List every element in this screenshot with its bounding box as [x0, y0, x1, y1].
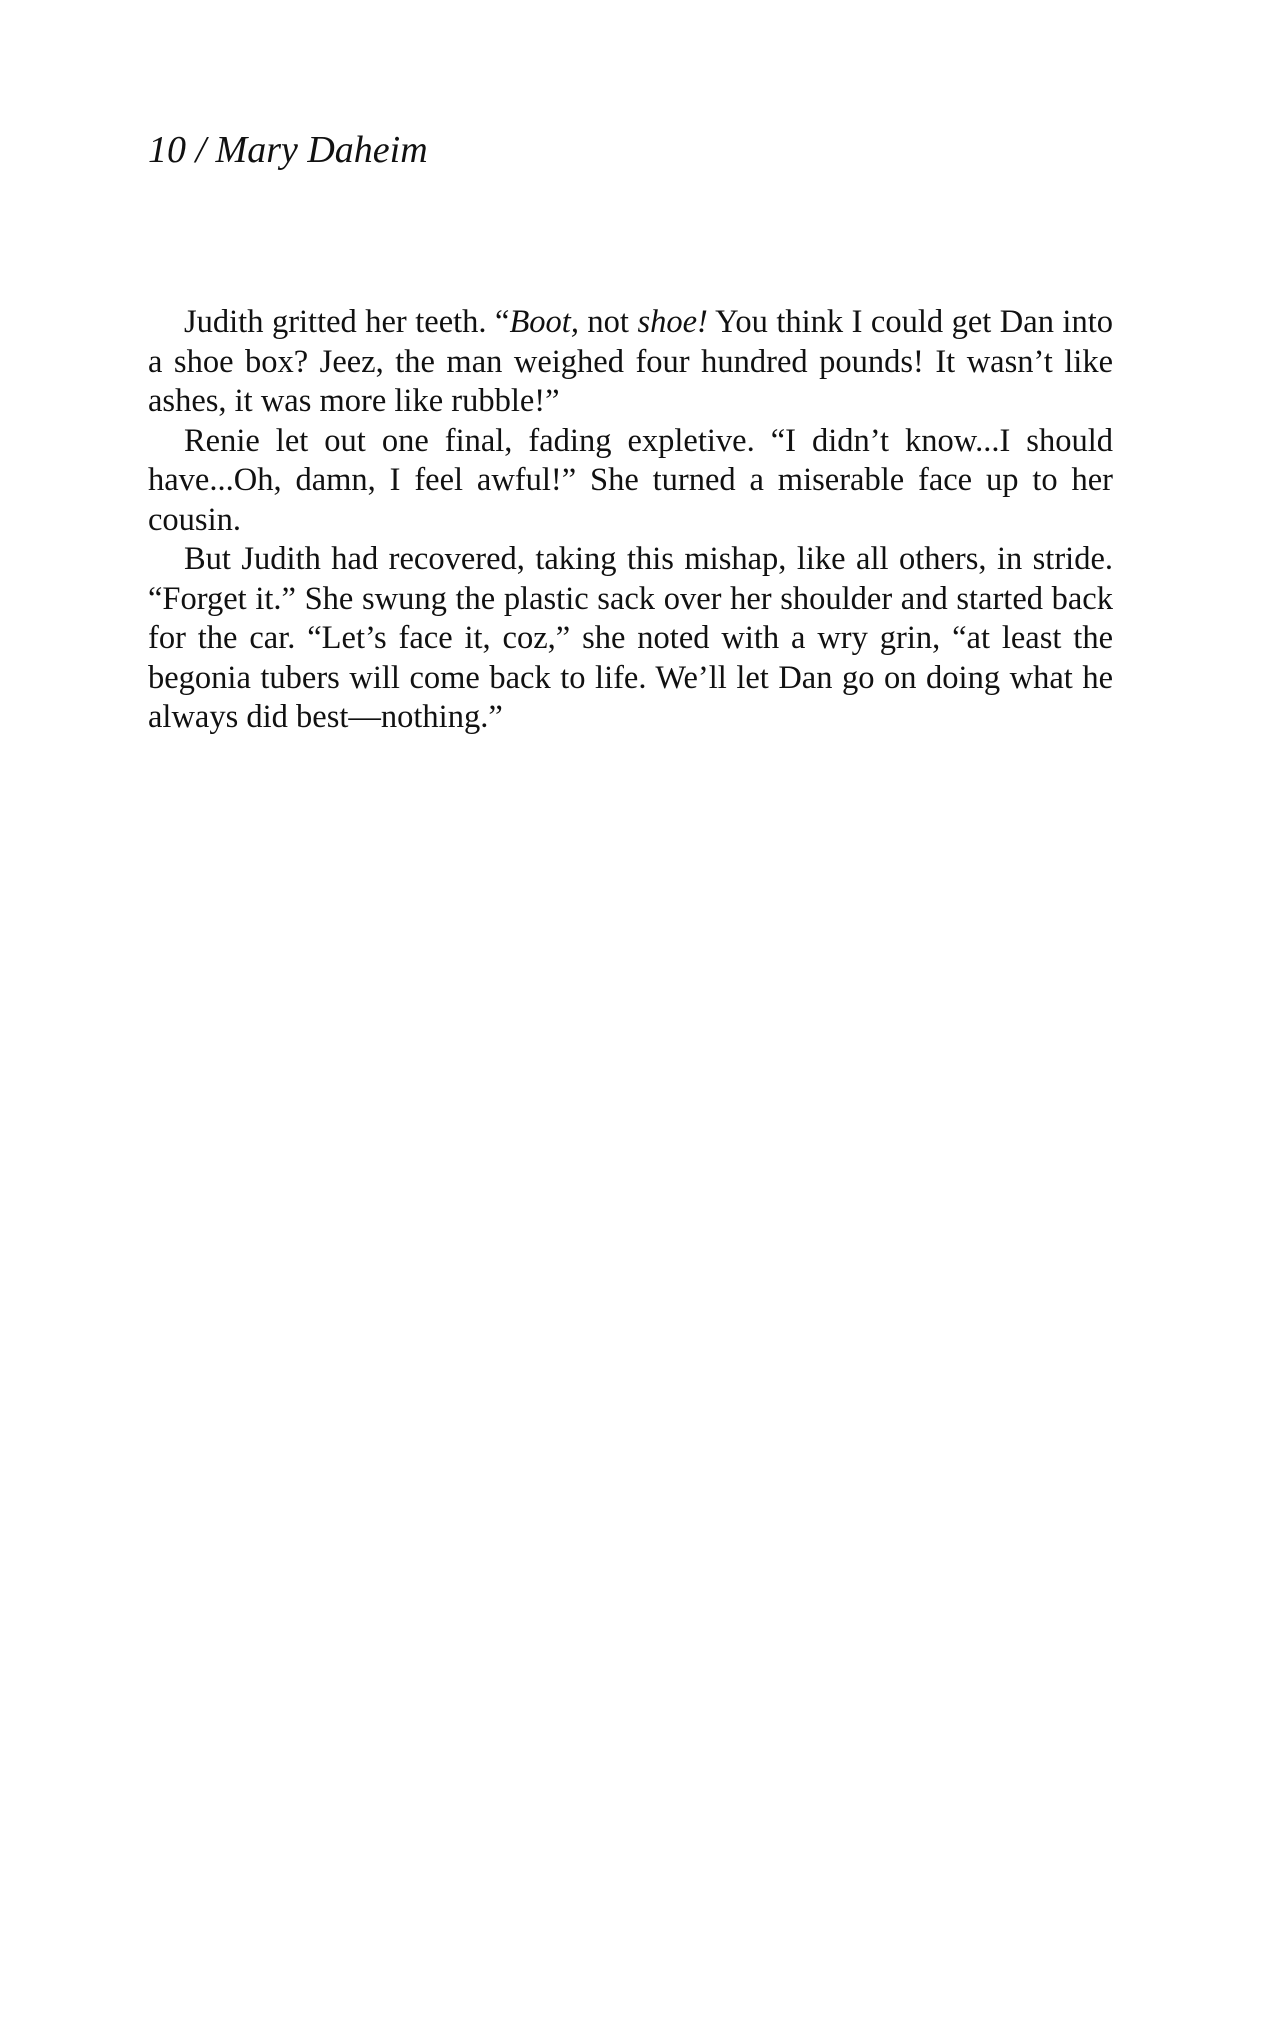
paragraph-1-text-c: You think I could get Dan into a shoe box? Jeez, the man weighed four hundred pounds! It wasn’t like ashes, it was more like rubble!”	[148, 304, 1113, 419]
running-head: 10 / Mary Daheim	[148, 129, 428, 171]
paragraph-1-italic-boot: Boot,	[509, 304, 579, 340]
paragraph-1-text-b: not	[578, 304, 638, 340]
paragraph-1-italic-shoe: shoe!	[637, 304, 708, 340]
paragraph-1	[148, 303, 1113, 422]
paragraph-3: But Judith had recovered, taking this mishap, like all others, in stride. “Forget it.” She swung the plastic sack over her shoulder and started back for the car. “Let’s face it, coz,” she noted with a wry grin, “at least the begonia tubers will come back to life. We’ll let Dan go on doing what he always did best—nothing.”	[148, 541, 1113, 735]
paragraph-2: Renie let out one final, fading expletive. “I didn’t know...I should have...Oh, damn, I feel awful!” She turned a miserable face up to her cousin.	[148, 422, 1113, 538]
paragraph-1-text-a: Judith gritted her teeth. “	[184, 304, 510, 340]
body-text	[148, 303, 1113, 738]
